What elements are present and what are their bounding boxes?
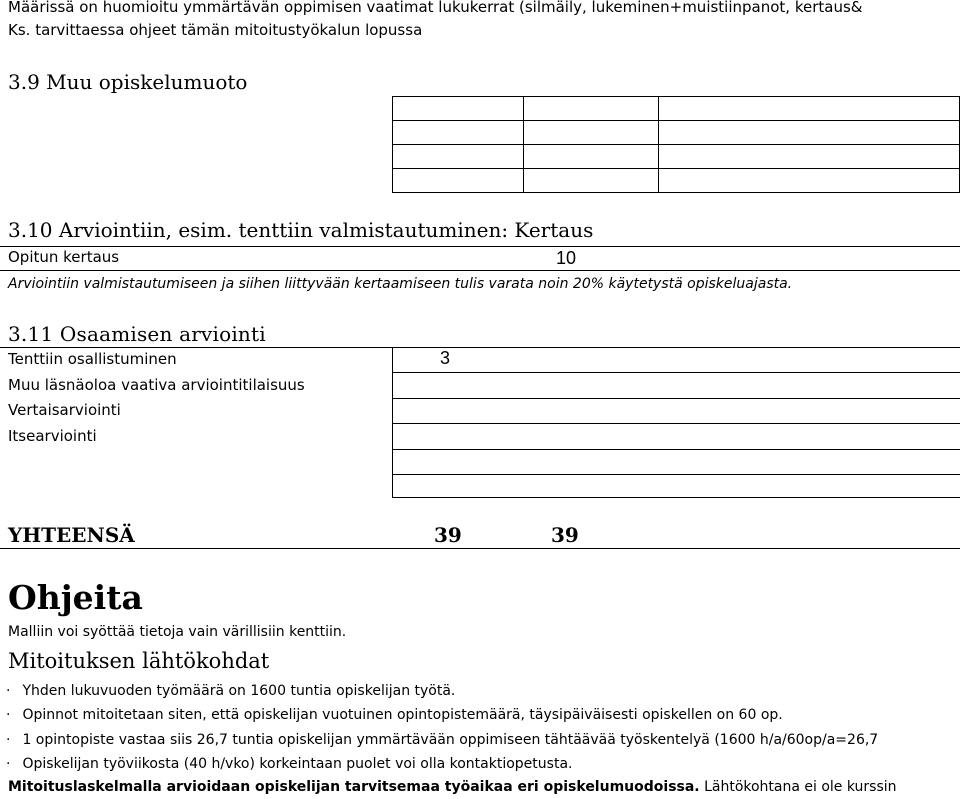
total-value-1: 39	[434, 523, 462, 547]
grid-cell[interactable]	[524, 97, 659, 121]
section-3-9-title: 3.9 Muu opiskelumuoto	[8, 70, 248, 94]
assessment-row-label: Tenttiin osallistuminen	[8, 350, 177, 368]
total-value-2: 39	[551, 523, 579, 547]
grid-border	[392, 372, 960, 373]
grid-cell[interactable]	[659, 169, 960, 193]
divider	[0, 548, 960, 549]
bullet-text: Opiskelijan työviikosta (40 h/vko) korkeintaan puolet voi olla kontaktiopetusta.	[22, 756, 573, 772]
assessment-row-label: Itsearviointi	[8, 427, 97, 445]
grid-border	[392, 474, 960, 475]
grid-cell[interactable]	[659, 97, 960, 121]
grid-cell[interactable]	[659, 145, 960, 169]
bullet-text: 1 opintopiste vastaa siis 26,7 tuntia opiskelijan ymmärtävään oppimiseen tähtäävää työskentelyä (1600 h/a/60op/a=26,7	[22, 732, 879, 748]
instructions-subtitle: Mitoituksen lähtökohdat	[8, 649, 270, 673]
grid-cell[interactable]	[659, 121, 960, 145]
bullet-item	[6, 707, 783, 723]
grid-border	[392, 497, 960, 498]
last-line-normal: Lähtökohtana ei ole kurssin	[699, 779, 897, 795]
bullet-item	[6, 756, 572, 772]
bullet-item	[6, 683, 455, 699]
grid-border	[392, 449, 960, 450]
grid-border	[392, 423, 960, 424]
bullet-mark: ·	[6, 683, 11, 699]
grid-cell[interactable]	[524, 169, 659, 193]
grid-cell[interactable]	[393, 97, 524, 121]
assessment-row-label: Vertaisarviointi	[8, 401, 121, 419]
grid-cell[interactable]	[393, 121, 524, 145]
bullet-item	[6, 732, 878, 748]
intro-line-1: Määrissä on huomioitu ymmärtävän oppimisen vaatimat lukukerrat (silmäily, lukeminen+muistiinpanot, kertaus&	[8, 0, 863, 16]
grid-cell[interactable]	[524, 145, 659, 169]
grid-cell[interactable]	[524, 121, 659, 145]
section-3-10-title: 3.10 Arviointiin, esim. tenttiin valmistautuminen: Kertaus	[8, 218, 594, 242]
grid-cell[interactable]	[393, 169, 524, 193]
bullet-mark: ·	[6, 756, 11, 772]
bullet-mark: ·	[6, 732, 11, 748]
assessment-row-value[interactable]: 3	[440, 348, 451, 368]
section-3-9-grid	[392, 96, 960, 193]
bullet-text: Opinnot mitoitetaan siten, että opiskelijan vuotuinen opintopistemäärä, täysipäiväisesti opiskellen on 60 op.	[22, 707, 783, 723]
total-label: YHTEENSÄ	[8, 523, 135, 547]
divider	[0, 246, 960, 247]
section-3-11-title: 3.11 Osaamisen arviointi	[8, 322, 266, 346]
grid-border	[392, 398, 960, 399]
review-value[interactable]: 10	[556, 248, 577, 268]
instructions-title: Ohjeita	[8, 578, 143, 617]
grid-cell[interactable]	[393, 145, 524, 169]
intro-line-2: Ks. tarvittaessa ohjeet tämän mitoitustyökalun lopussa	[8, 21, 423, 39]
bullet-mark: ·	[6, 707, 11, 723]
divider	[0, 347, 960, 348]
bullet-text: Yhden lukuvuoden työmäärä on 1600 tuntia opiskelijan työtä.	[22, 683, 456, 699]
review-note: Arviointiin valmistautumiseen ja siihen liittyvään kertaamiseen tulis varata noin 20% käytetystä opiskeluajasta.	[8, 276, 793, 292]
last-line-bold: Mitoituslaskelmalla arvioidaan opiskelijan tarvitsemaa työaikaa eri opiskelumuodoissa.	[8, 779, 700, 795]
divider	[0, 270, 960, 271]
instructions-last-line	[8, 779, 897, 795]
assessment-row-label: Muu läsnäoloa vaativa arviointitilaisuus	[8, 376, 305, 394]
instructions-text: Malliin voi syöttää tietoja vain värillisiin kenttiin.	[8, 624, 347, 640]
review-label: Opitun kertaus	[8, 248, 120, 266]
